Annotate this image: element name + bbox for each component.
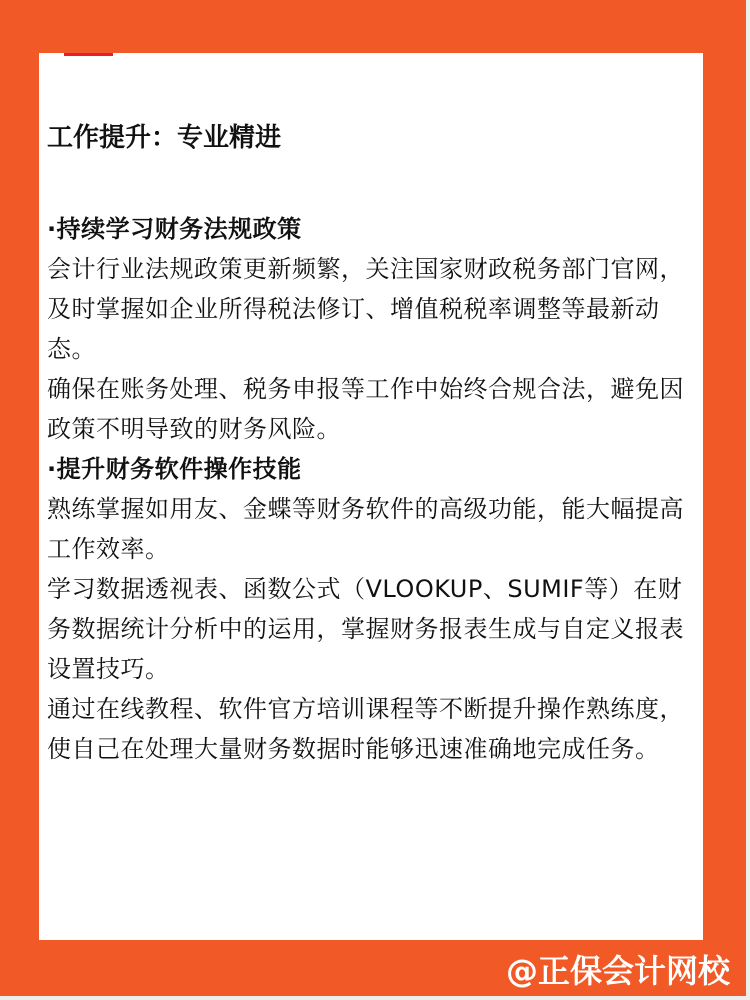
- page-title: 工作提升：专业精进: [47, 123, 282, 153]
- section-heading: ·持续学习财务法规政策: [47, 215, 302, 243]
- paragraph: 熟练掌握如用友、金蝶等财务软件的高级功能，能大幅提高工作效率。: [47, 495, 684, 563]
- paragraph: 通过在线教程、软件官方培训课程等不断提升操作熟练度，使自己在处理大量财务数据时能够迅速准确地完成任务。: [47, 695, 684, 763]
- paragraph: 会计行业法规政策更新频繁，关注国家财政税务部门官网，及时掌握如企业所得税法修订、增值税税率调整等最新动态。: [47, 255, 684, 363]
- section-heading: ·提升财务软件操作技能: [47, 455, 302, 483]
- brand-watermark: @正保会计网校: [505, 952, 730, 990]
- paragraph: 确保在账务处理、税务申报等工作中始终合规合法，避免因政策不明导致的财务风险。: [47, 375, 684, 443]
- article-body: [47, 209, 697, 769]
- content-card: [39, 53, 703, 940]
- accent-bar: [64, 53, 113, 56]
- paragraph: 学习数据透视表、函数公式（VLOOKUP、SUMIF等）在财务数据统计分析中的运用，掌握财务报表生成与自定义报表设置技巧。: [47, 575, 684, 683]
